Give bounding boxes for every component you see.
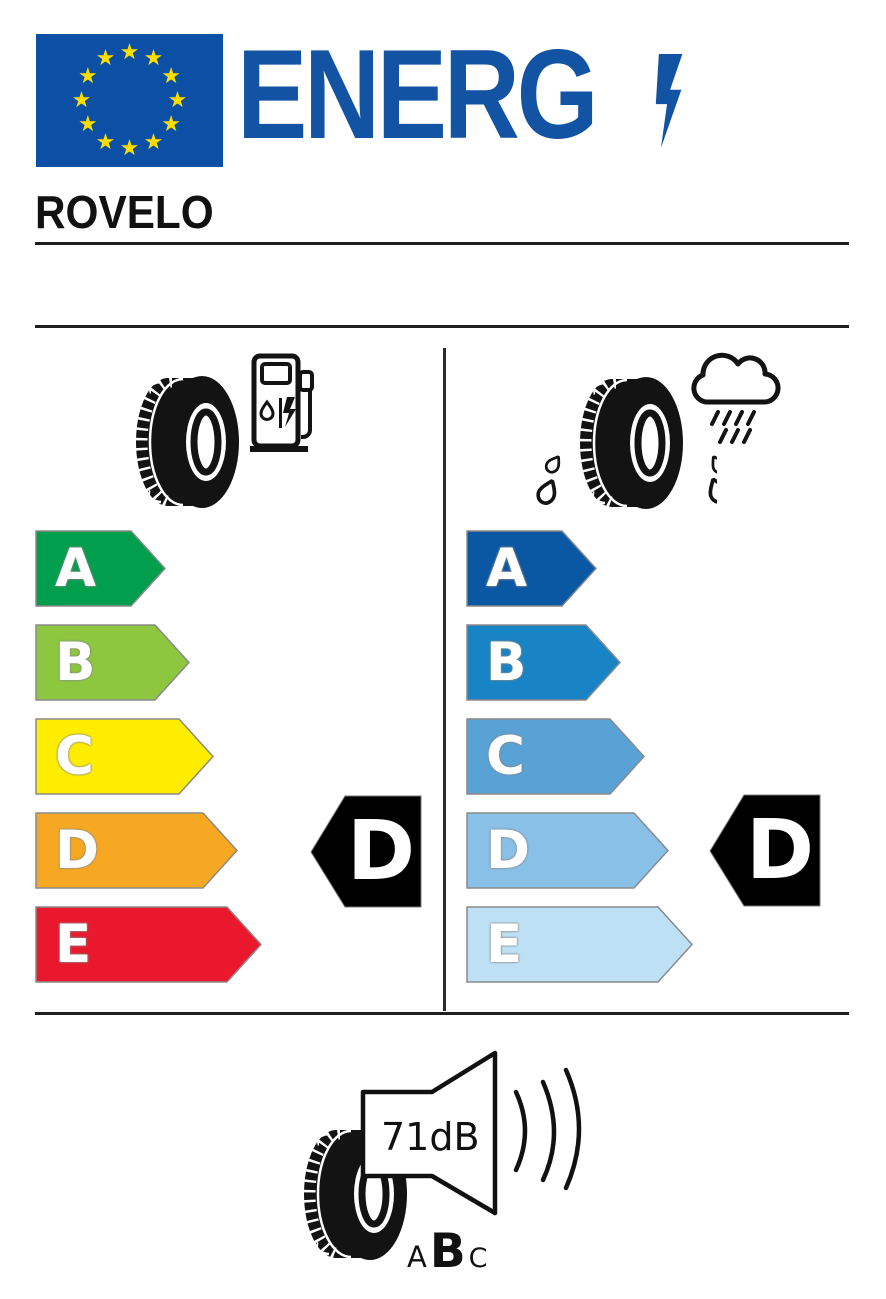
divider-line (35, 242, 849, 245)
fuel-class-label: A (55, 538, 97, 599)
sound-waves-icon (516, 1070, 579, 1188)
fuel-rating-badge (310, 795, 422, 908)
noise-class-scale (407, 1224, 488, 1279)
wet-rating-badge (709, 794, 821, 907)
eu-star: ★ (71, 87, 92, 112)
tire-icon (132, 376, 240, 508)
wet-class-label: E (486, 914, 523, 975)
rain-cloud-icon (684, 344, 784, 450)
eu-star: ★ (78, 63, 98, 88)
wet-class-label: C (486, 726, 525, 787)
divider-line (35, 325, 849, 328)
column-divider (443, 348, 446, 1011)
rain-drops-icon (712, 412, 754, 442)
noise-class-c: C (468, 1243, 488, 1274)
wet-rating-value: D (745, 802, 815, 898)
fuel-class-label: B (55, 632, 96, 693)
fuel-class-label: E (55, 914, 92, 975)
wet-class-label: B (486, 632, 527, 693)
fuel-class-label: D (55, 820, 99, 881)
eu-star: ★ (95, 45, 116, 71)
divider-line (35, 1012, 849, 1015)
wet-class-label: D (486, 820, 530, 881)
fuel-pump-icon (250, 352, 322, 452)
brand-name: ROVELO (35, 186, 214, 238)
eu-star: ★ (161, 63, 181, 88)
noise-speaker-icon (355, 1045, 605, 1220)
noise-class-a: A (407, 1240, 427, 1274)
fuel-class-label: C (55, 726, 94, 787)
eu-star: ★ (95, 128, 116, 154)
eu-star: ★ (119, 135, 140, 160)
wet-class-label: A (486, 538, 528, 599)
eu-star: ★ (119, 39, 140, 64)
eu-star: ★ (167, 87, 188, 112)
noise-level-value: 71dB (381, 1115, 480, 1159)
fuel-rating-value: D (346, 803, 416, 899)
energ-logo-text: ENERG (237, 23, 596, 165)
eu-flag (36, 34, 223, 167)
eu-star: ★ (161, 111, 181, 136)
eu-star: ★ (143, 128, 164, 154)
lightning-bolt-icon (645, 54, 685, 148)
eu-star: ★ (78, 111, 98, 136)
noise-class-b-active: B (429, 1224, 466, 1279)
eu-star: ★ (143, 45, 164, 71)
